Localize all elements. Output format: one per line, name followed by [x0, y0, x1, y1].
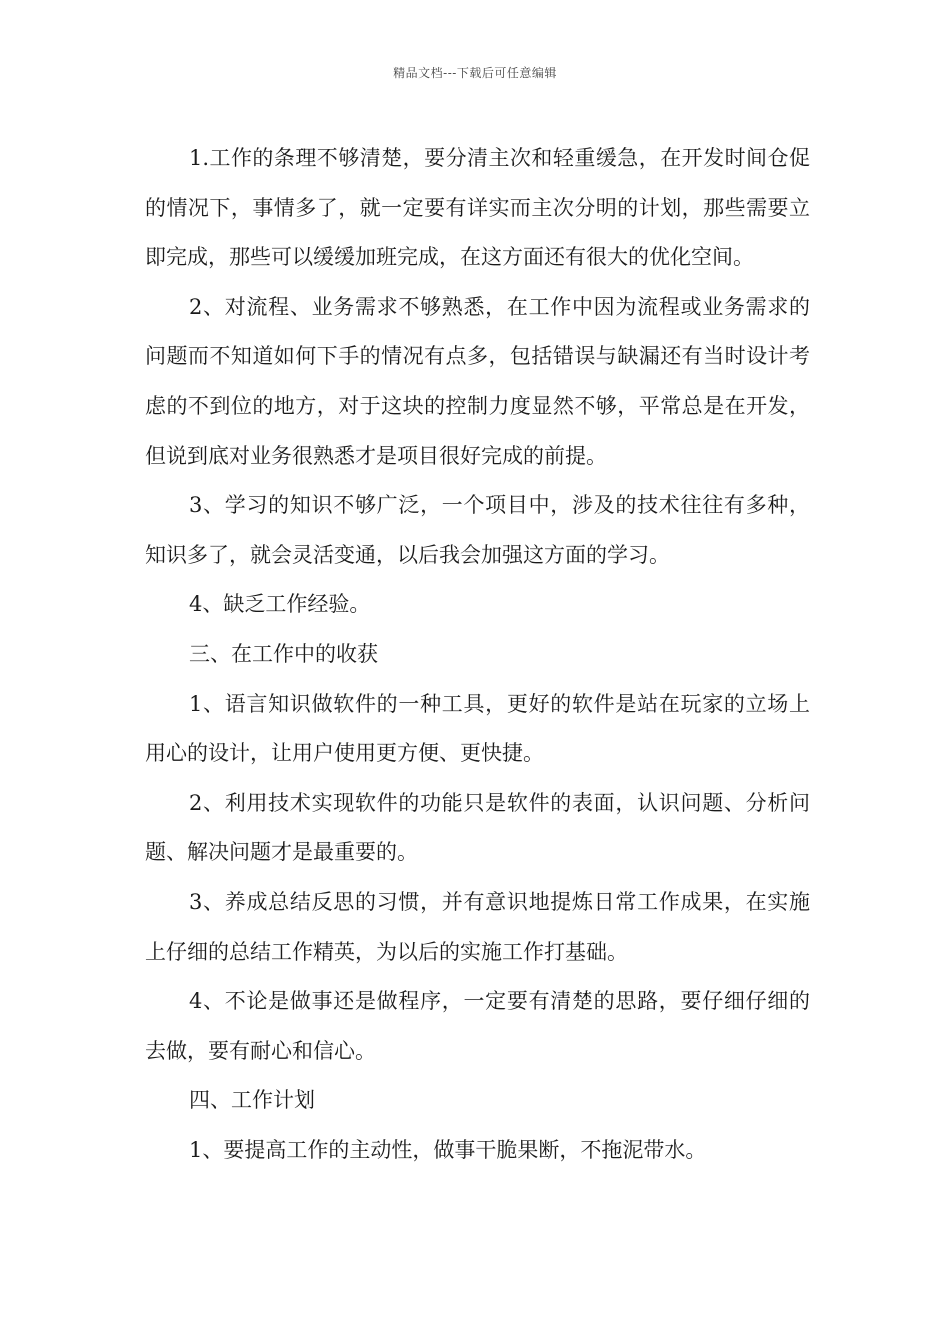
document-body	[145, 134, 810, 1175]
page-header: 精品文档---下载后可任意编辑	[393, 66, 557, 80]
paragraph: 2、对流程、业务需求不够熟悉，在工作中因为流程或业务需求的问题而不知道如何下手的情况有点多，包括错误与缺漏还有当时设计考虑的不到位的地方，对于这块的控制力度显然不够，平常总是在开发，但说到底对业务很熟悉才是项目很好完成的前提。	[145, 294, 810, 468]
section-heading: 三、在工作中的收获	[189, 641, 378, 666]
paragraph: 4、不论是做事还是做程序，一定要有清楚的思路，要仔细仔细的去做，要有耐心和信心。	[145, 989, 810, 1063]
paragraph: 4、缺乏工作经验。	[189, 592, 371, 617]
paragraph: 3、学习的知识不够广泛，一个项目中，涉及的技术往往有多种，知识多了，就会灵活变通，以后我会加强这方面的学习。	[145, 493, 810, 567]
paragraph: 3、养成总结反思的习惯，并有意识地提炼日常工作成果，在实施上仔细的总结工作精英，为以后的实施工作打基础。	[145, 889, 810, 964]
paragraph: 2、利用技术实现软件的功能只是软件的表面，认识问题、分析问题、解决问题才是最重要的。	[145, 790, 810, 865]
section-heading: 四、工作计划	[189, 1088, 315, 1113]
paragraph: 1、语言知识做软件的一种工具，更好的软件是站在玩家的立场上用心的设计，让用户使用更方便、更快捷。	[145, 691, 810, 766]
paragraph: 1.工作的条理不够清楚，要分清主次和轻重缓急，在开发时间仓促的情况下，事情多了，就一定要有详实而主次分明的计划，那些需要立即完成，那些可以缓缓加班完成，在这方面还有很大的优化空间。	[145, 146, 810, 270]
paragraph: 1、要提高工作的主动性，做事干脆果断，不拖泥带水。	[189, 1137, 707, 1162]
